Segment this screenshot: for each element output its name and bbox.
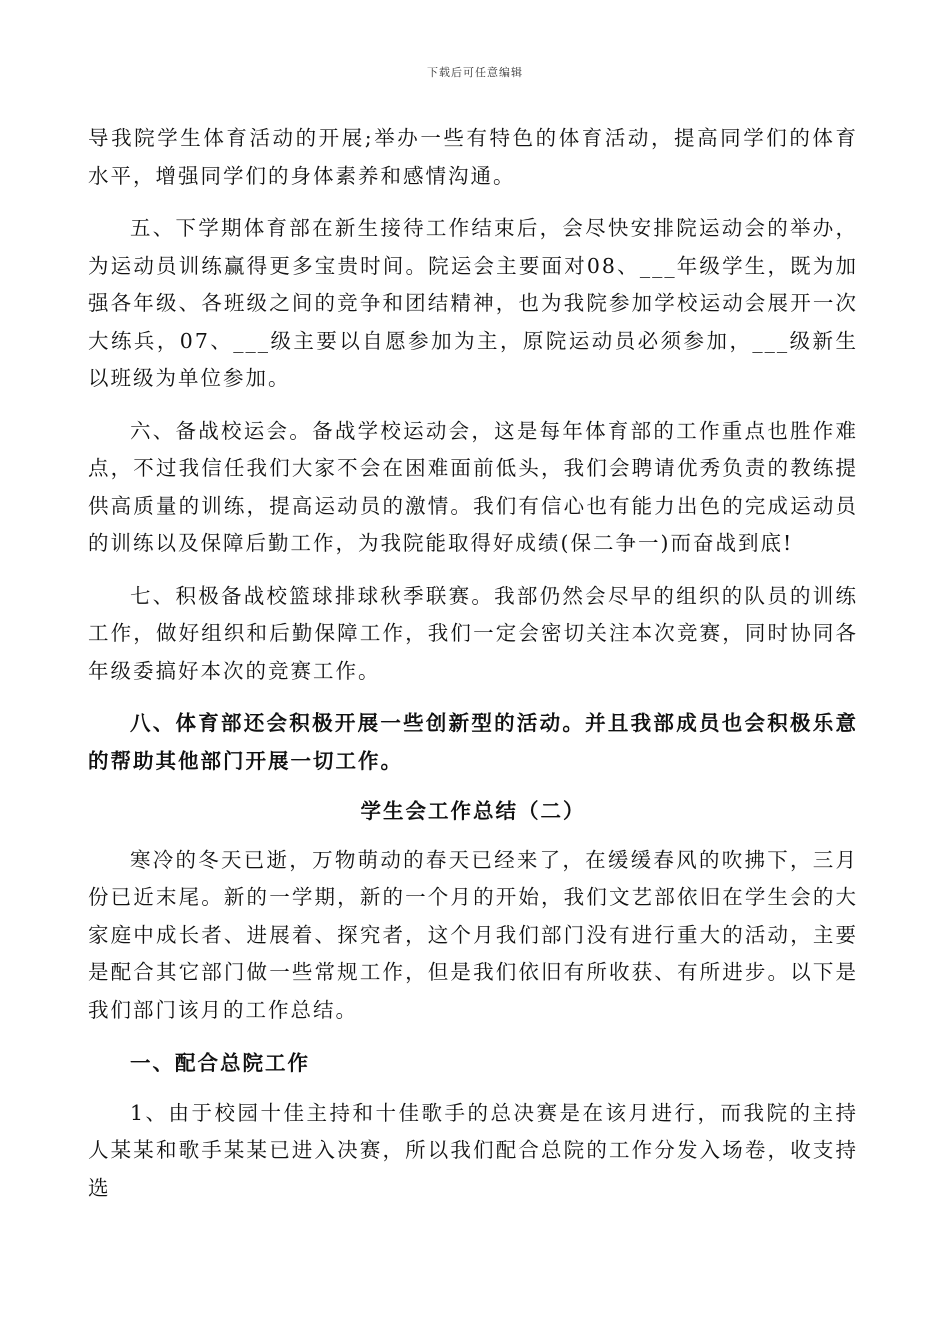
item-1-paragraph: 1、由于校园十佳主持和十佳歌手的总决赛是在该月进行，而我院的主持人某某和歌手某某已进入决赛，所以我们配合总院的工作分发入场卷，收支持选	[88, 1100, 858, 1200]
section-title: 学生会工作总结（二）	[360, 799, 586, 823]
subheading: 一、配合总院工作	[130, 1051, 310, 1075]
document-body	[88, 120, 858, 1207]
paragraph-item-6: 六、备战校运会。备战学校运动会，这是每年体育部的工作重点也胜作难点，不过我信任我们大家不会在困难面前低头，我们会聘请优秀负责的教练提供高质量的训练，提高运动员的激情。我们有信心也有能力出色的完成运动员的训练以及保障后勤工作，为我院能取得好成绩(保二争一)而奋战到底!	[88, 418, 858, 555]
page-header-note: 下载后可任意编辑	[427, 66, 523, 79]
intro-paragraph: 寒冷的冬天已逝，万物萌动的春天已经来了，在缓缓春风的吹拂下，三月份已近末尾。新的一学期，新的一个月的开始，我们文艺部依旧在学生会的大家庭中成长者、进展着、探究者，这个月我们部门没有进行重大的活动，主要是配合其它部门做一些常规工作，但是我们依旧有所收获、有所进步。以下是我们部门该月的工作总结。	[88, 847, 858, 1022]
paragraph-continuation: 导我院学生体育活动的开展;举办一些有特色的体育活动，提高同学们的体育水平，增强同学们的身体素养和感情沟通。	[88, 126, 858, 188]
paragraph-item-8: 八、体育部还会积极开展一些创新型的活动。并且我部成员也会积极乐意的帮助其他部门开展一切工作。	[88, 711, 858, 773]
paragraph-item-5: 五、下学期体育部在新生接待工作结束后，会尽快安排院运动会的举办，为运动员训练赢得更多宝贵时间。院运会主要面对08、___年级学生，既为加强各年级、各班级之间的竞争和团结精神，也为我院参加学校运动会展开一次大练兵，07、___级主要以自愿参加为主，原院运动员必须参加，___级新生以班级为单位参加。	[88, 216, 858, 390]
paragraph-item-7: 七、积极备战校篮球排球秋季联赛。我部仍然会尽早的组织的队员的训练工作，做好组织和后勤保障工作，我们一定会密切关注本次竞赛，同时协同各年级委搞好本次的竞赛工作。	[88, 583, 858, 683]
